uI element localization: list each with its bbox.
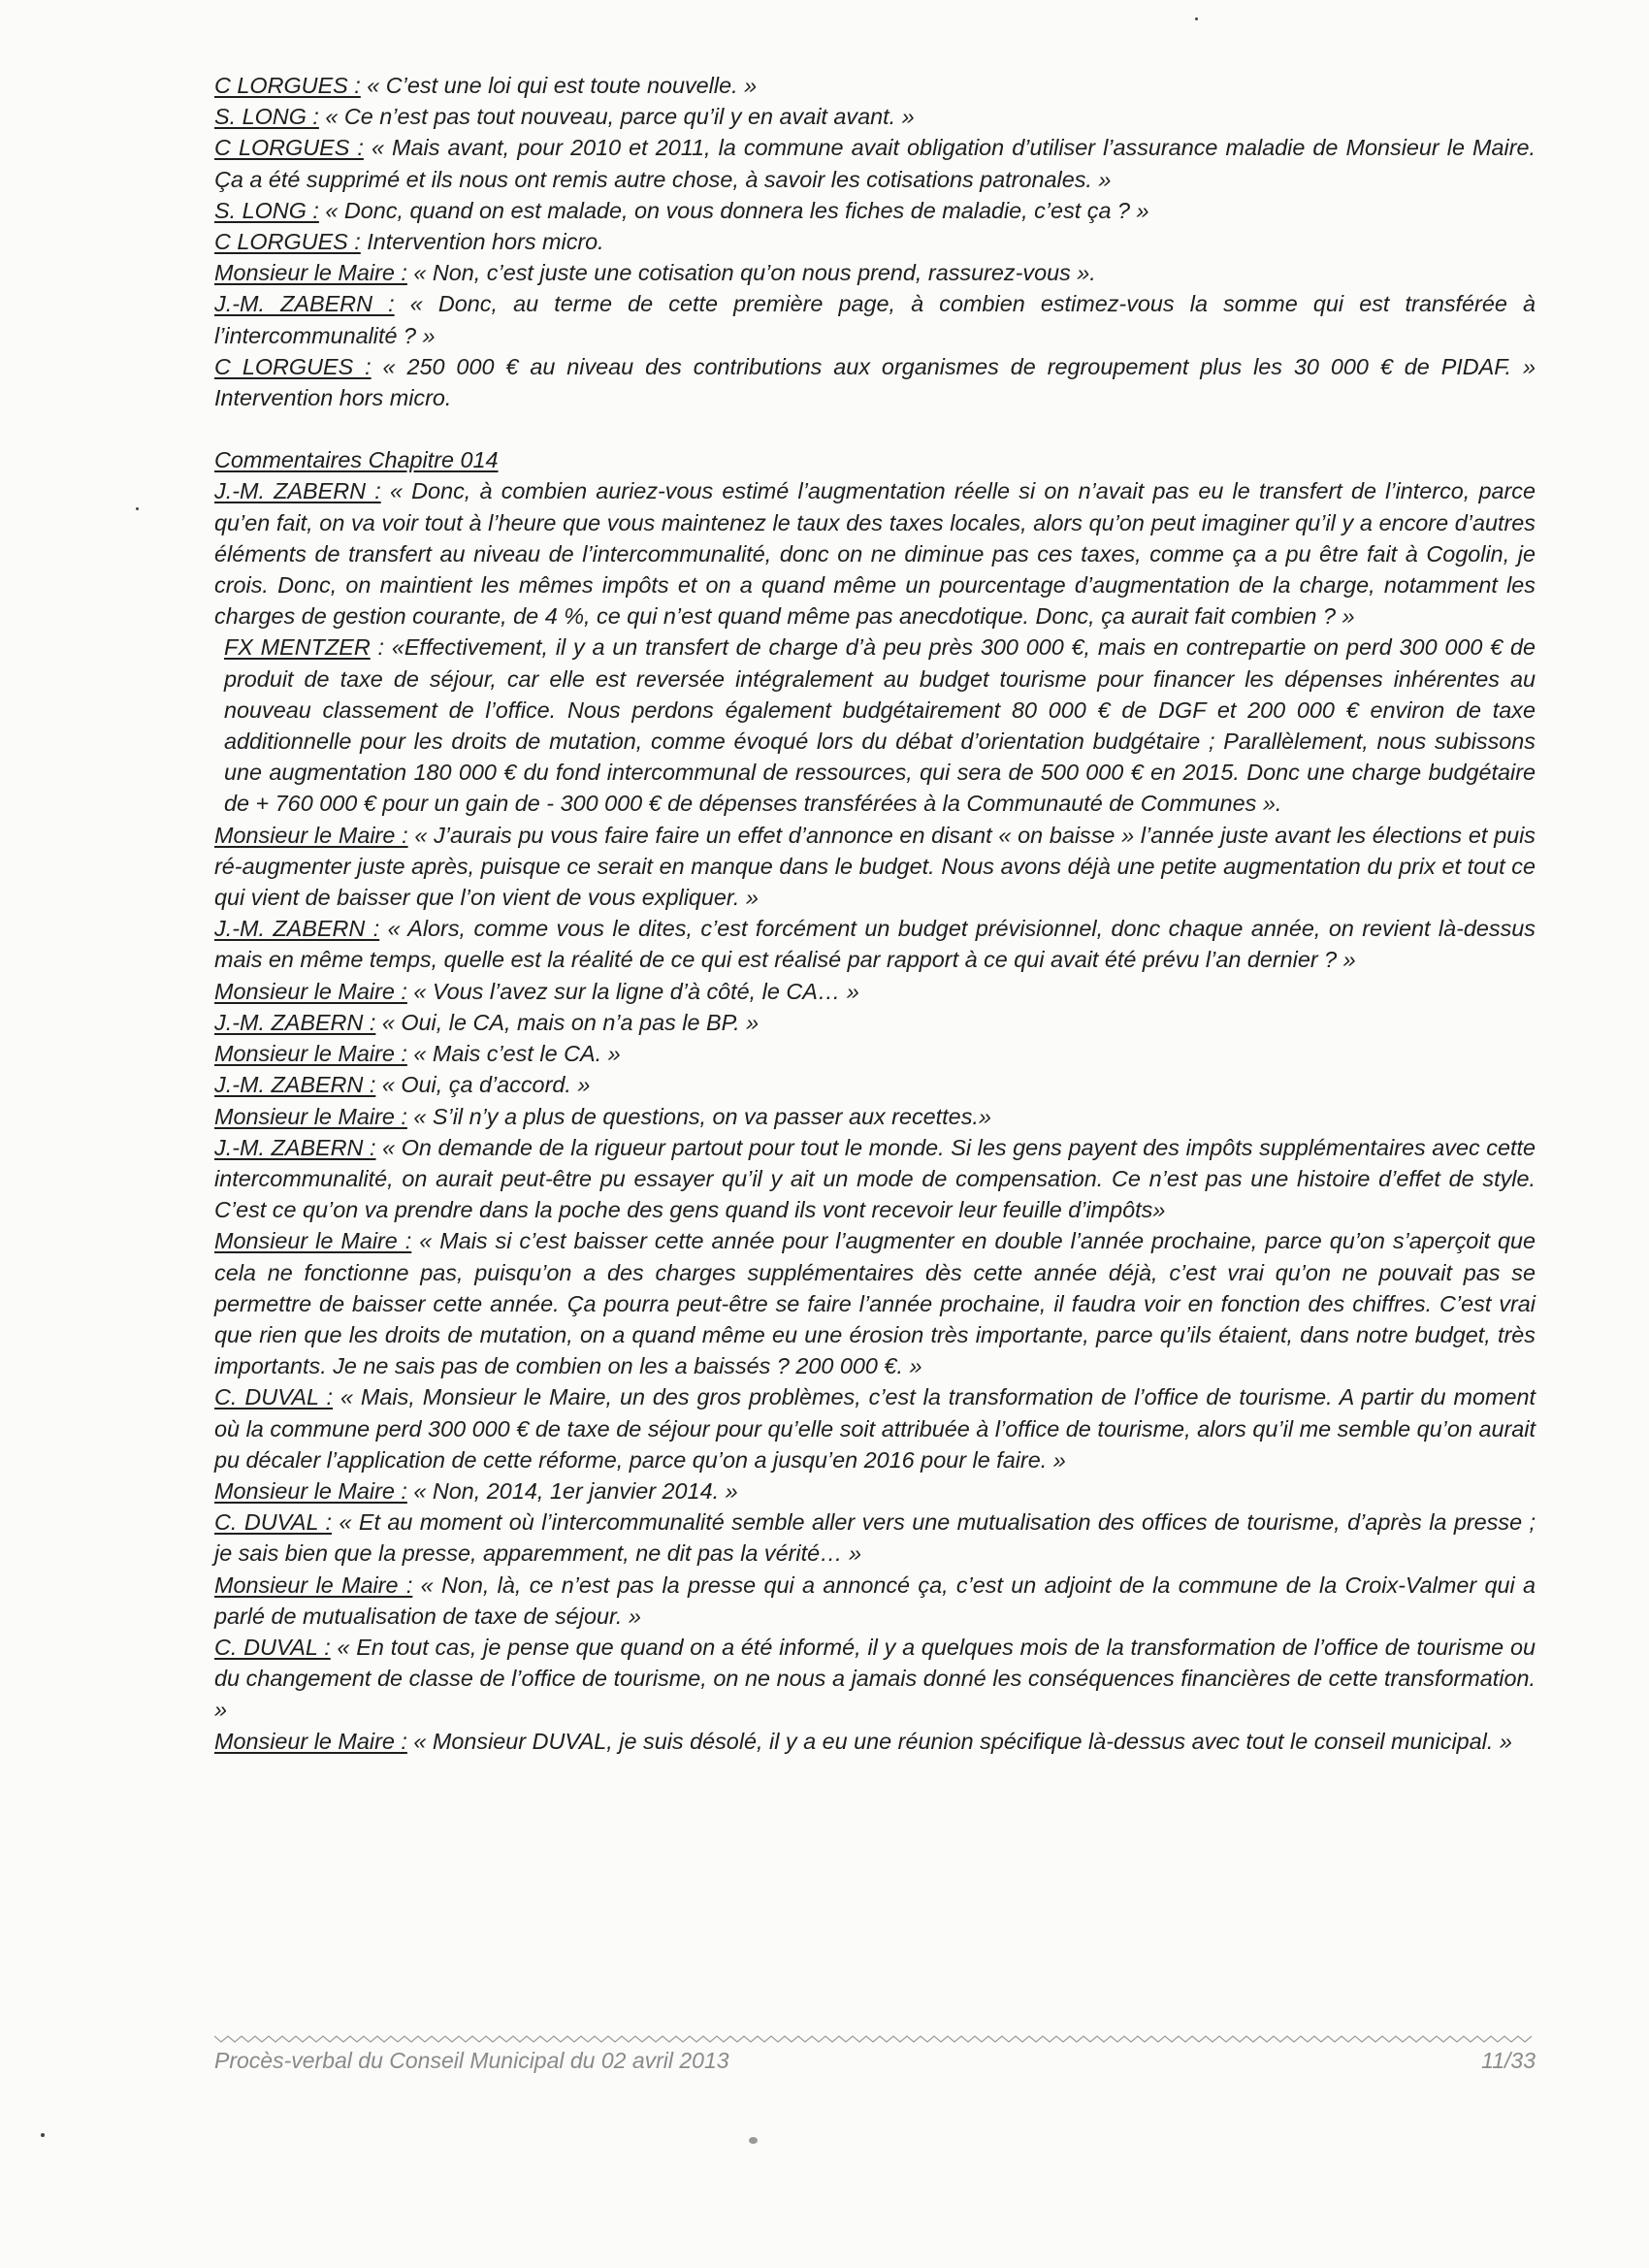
transcript-paragraph bbox=[214, 1507, 1536, 1569]
transcript-paragraph bbox=[214, 632, 1536, 819]
page-number: 11/33 bbox=[1481, 2048, 1536, 2073]
speaker-name: C. DUVAL : bbox=[214, 1509, 333, 1536]
speaker-name: J.-M. ZABERN : bbox=[214, 916, 380, 942]
transcript-paragraph bbox=[214, 475, 1536, 632]
speech-text: « En tout cas, je pense que quand on a été informé, il y a quelques mois de la transformation de l’office de tourisme ou du changement de classe de l’office de tourisme, on ne nous a jamais donné les conséquences financières de cette transformation. » bbox=[214, 1634, 1536, 1723]
speech-text: « Mais si c’est baisser cette année pour l’augmenter en double l’année prochaine, parce qu’on s’aperçoit que cela ne fonctionne pas, puisqu’on a des charges supplémentaires dès cette année déjà, c’est vrai qu’on ne pouvait pas se permettre de baisser cette année. Ça pourra peut-être se faire l’année prochaine, il faudra voir en fonction des chiffres. C’est vrai que rien que les droits de mutation, on a quand même eu une érosion très importante, parce qu’ils étaient, dans notre budget, très importants. Je ne sais pas de combien on les a baissés ? 200 000 €. » bbox=[214, 1228, 1536, 1379]
speaker-name: Monsieur le Maire : bbox=[214, 1571, 413, 1598]
speaker-name: Monsieur le Maire : bbox=[214, 1103, 407, 1129]
transcript-paragraph bbox=[214, 351, 1536, 413]
speech-text: « Mais c’est le CA. » bbox=[406, 1041, 621, 1067]
speech-text: : «Effectivement, il y a un transfert de charge d’à peu près 300 000 €, mais en contrepartie on perd 300 000 € de produit de taxe de séjour, car elle est reversée intégralement au budget tourisme pour financer les dépenses inhérentes au nouveau classement de l’office. Nous perdons également budgétairement 80 000 € de DGF et 200 000 € environ de taxe additionnelle pour les droits de mutation, comme évoqué lors du débat d’orientation budgétaire ; Parallèlement, nous subissons une augmentation 180 000 € du fond intercommunal de ressources, qui sera de 500 000 € en 2015. Donc une charge budgétaire de + 760 000 € pour un gain de - 300 000 € de dépenses transférées à la Communauté de Communes ». bbox=[224, 634, 1536, 817]
page-footer bbox=[214, 2048, 1536, 2074]
transcript-paragraph bbox=[214, 913, 1536, 975]
transcript-paragraph bbox=[214, 195, 1536, 226]
section-heading-text: Commentaires Chapitre 014 bbox=[214, 447, 499, 473]
speech-text: « Non, là, ce n’est pas la presse qui a annoncé ça, c’est un adjoint de la commune de la Croix-Valmer qui a parlé de mutualisation de taxe de séjour. » bbox=[214, 1571, 1536, 1629]
transcript-paragraph bbox=[214, 1038, 1536, 1069]
transcript-paragraph bbox=[214, 1101, 1536, 1132]
speech-text: « 250 000 € au niveau des contributions aux organismes de regroupement plus les 30 000 € de PIDAF. » Intervention hors micro. bbox=[214, 353, 1536, 411]
speaker-name: C. DUVAL : bbox=[214, 1384, 334, 1410]
speaker-name: C LORGUES : bbox=[214, 135, 364, 161]
transcript-body bbox=[214, 70, 1536, 1757]
speech-text: « Oui, ça d’accord. » bbox=[375, 1072, 591, 1098]
scan-speck bbox=[1195, 17, 1198, 20]
transcript-paragraph bbox=[214, 101, 1536, 132]
speaker-name: Monsieur le Maire : bbox=[214, 1041, 407, 1067]
footer-title: Procès-verbal du Conseil Municipal du 02 avril 2013 bbox=[214, 2048, 729, 2073]
transcript-paragraph bbox=[214, 1632, 1536, 1726]
speech-text: « Ce n’est pas tout nouveau, parce qu’il y en avait avant. » bbox=[318, 104, 915, 130]
transcript-paragraph bbox=[214, 257, 1536, 288]
blank-line bbox=[214, 413, 1536, 444]
speaker-name: Monsieur le Maire : bbox=[214, 260, 407, 286]
speech-text: « C’est une loi qui est toute nouvelle. » bbox=[360, 73, 758, 98]
transcript-paragraph bbox=[214, 1475, 1536, 1507]
speech-text: « Monsieur DUVAL, je suis désolé, il y a eu une réunion spécifique là-dessus avec tout le conseil municipal. » bbox=[406, 1728, 1512, 1754]
transcript-paragraph bbox=[214, 820, 1536, 914]
speaker-name: Monsieur le Maire : bbox=[214, 822, 408, 848]
speech-text: « Et au moment où l’intercommunalité semble aller vers une mutualisation des offices de tourisme, d’après la presse ; je sais bien que la presse, apparemment, ne dit pas la vérité… » bbox=[214, 1509, 1536, 1567]
speaker-name: J.-M. ZABERN : bbox=[214, 1072, 376, 1098]
section-heading bbox=[214, 444, 1536, 475]
speaker-name: Monsieur le Maire : bbox=[214, 978, 407, 1004]
speech-text: « Donc, quand on est malade, on vous donnera les fiches de maladie, c’est ça ? » bbox=[318, 197, 1149, 223]
speech-text: Intervention hors micro. bbox=[360, 229, 604, 255]
speech-text: « Non, c’est juste une cotisation qu’on nous prend, rassurez-vous ». bbox=[406, 260, 1096, 286]
speaker-name: C LORGUES : bbox=[214, 353, 372, 379]
speaker-name: J.-M. ZABERN : bbox=[214, 478, 381, 504]
scan-speck bbox=[41, 2133, 45, 2137]
speech-text: « Vous l’avez sur la ligne d’à côté, le CA… » bbox=[406, 978, 859, 1004]
speaker-name: Monsieur le Maire : bbox=[214, 1477, 407, 1504]
speech-text: « Oui, le CA, mais on n’a pas le BP. » bbox=[375, 1009, 760, 1035]
speech-text: « S’il n’y a plus de questions, on va passer aux recettes.» bbox=[406, 1103, 991, 1129]
speech-text: « J’aurais pu vous faire faire un effet d’annonce en disant « on baisse » l’année juste avant les élections et puis ré-augmenter juste après, puisque ce serait en manque dans le budget. Nous avons déjà une petite augmentation du prix et tout ce qui vient de baisser que l’on vient de vous expliquer. » bbox=[214, 822, 1536, 911]
transcript-paragraph bbox=[214, 226, 1536, 257]
speech-text: « Alors, comme vous le dites, c’est forcément un budget prévisionnel, donc chaque année, on revient là-dessus mais en même temps, quelle est la réalité de ce qui est réalisé par rapport à ce qui avait été prévu l’an dernier ? » bbox=[214, 916, 1536, 973]
transcript-paragraph bbox=[214, 288, 1536, 350]
transcript-paragraph bbox=[214, 1726, 1536, 1757]
speaker-name: C LORGUES : bbox=[214, 73, 361, 98]
scan-speck bbox=[749, 2137, 758, 2144]
speaker-name: J.-M. ZABERN : bbox=[214, 1009, 376, 1035]
speaker-name: FX MENTZER bbox=[224, 634, 371, 661]
footer-zigzag-rule bbox=[214, 2034, 1536, 2044]
transcript-paragraph bbox=[214, 976, 1536, 1007]
speaker-name: J.-M. ZABERN : bbox=[214, 291, 395, 317]
speech-text: « Non, 2014, 1er janvier 2014. » bbox=[406, 1477, 738, 1504]
speaker-name: S. LONG : bbox=[214, 197, 319, 223]
speech-text: « Mais avant, pour 2010 et 2011, la commune avait obligation d’utiliser l’assurance maladie de Monsieur le Maire. Ça a été supprimé et ils nous ont remis autre chose, à savoir les cotisations patronales. » bbox=[214, 135, 1536, 192]
speaker-name: Monsieur le Maire : bbox=[214, 1228, 412, 1254]
speaker-name: Monsieur le Maire : bbox=[214, 1728, 407, 1754]
speech-text: « Mais, Monsieur le Maire, un des gros problèmes, c’est la transformation de l’office de tourisme. A partir du moment où la commune perd 300 000 € de taxe de séjour pour qu’elle soit attribuée à l’office de tourisme, alors qu’il me semble qu’on aurait pu décaler l’application de cette réforme, parce qu’on a jusqu’en 2016 pour le faire. » bbox=[214, 1384, 1536, 1473]
speech-text: « Donc, au terme de cette première page, à combien estimez-vous la somme qui est transférée à l’intercommunalité ? » bbox=[214, 291, 1536, 348]
speaker-name: C. DUVAL : bbox=[214, 1634, 331, 1660]
speech-text: « Donc, à combien auriez-vous estimé l’augmentation réelle si on n’avait pas eu le transfert de l’interco, parce qu’en fait, on va voir tout à l’heure que vous maintenez le taux des taxes locales, alors qu’on peut imaginer qu’il y a encore d’autres éléments de transfert au niveau de l’intercommunalité, donc on ne diminue pas ces taxes, comme ça a pu être fait à Cogolin, je crois. Donc, on maintient les mêmes impôts et on a quand même un pourcentage d’augmentation de la charge, notamment les charges de gestion courante, de 4 %, ce qui n’est quand même pas anecdotique. Donc, ça aurait fait combien ? » bbox=[214, 478, 1536, 630]
scan-speck bbox=[136, 507, 139, 510]
speaker-name: S. LONG : bbox=[214, 104, 319, 130]
speaker-name: C LORGUES : bbox=[214, 229, 361, 255]
transcript-paragraph bbox=[214, 70, 1536, 101]
transcript-paragraph bbox=[214, 1381, 1536, 1475]
transcript-paragraph bbox=[214, 1570, 1536, 1632]
transcript-paragraph bbox=[214, 1007, 1536, 1038]
transcript-paragraph bbox=[214, 132, 1536, 194]
transcript-paragraph bbox=[214, 1069, 1536, 1100]
speech-text: « On demande de la rigueur partout pour tout le monde. Si les gens payent des impôts supplémentaires avec cette intercommunalité, on aurait peut-être pu essayer qu’il y ait un mode de compensation. Ce n’est pas une histoire d’effet de style. C’est ce qu’on va prendre dans la poche des gens quand ils vont recevoir leur feuille d’impôts» bbox=[214, 1134, 1536, 1223]
speaker-name: J.-M. ZABERN : bbox=[214, 1134, 376, 1160]
transcript-paragraph bbox=[214, 1132, 1536, 1226]
transcript-paragraph bbox=[214, 1225, 1536, 1381]
